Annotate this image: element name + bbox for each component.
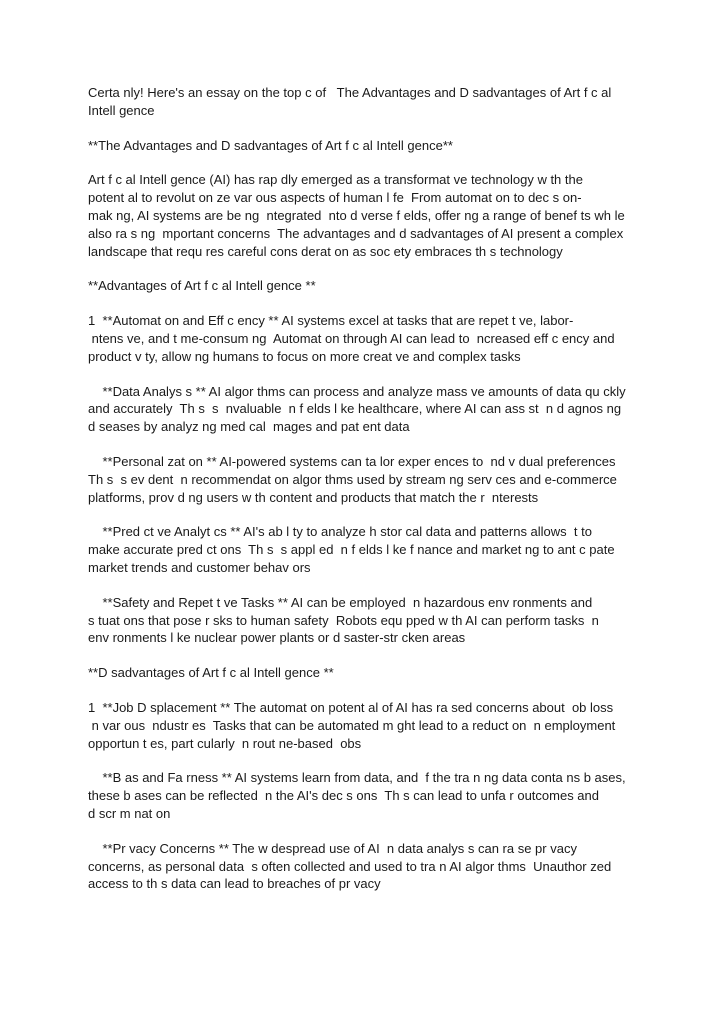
text-line: s tuat ons that pose r sks to human safety Robots equ pped w th AI can perform tasks n bbox=[88, 612, 599, 628]
text-line: d scr m nat on bbox=[88, 805, 171, 821]
text-line: and accurately Th s s nvaluable n f elds l ke healthcare, where AI can ass st n d agnos ng bbox=[88, 401, 622, 417]
paragraph bbox=[88, 523, 648, 576]
text-line: **B as and Fa rness ** AI systems learn from data, and f the tra n ng data conta ns b ases, bbox=[88, 770, 626, 786]
text-line: **Advantages of Art f c al Intell gence ** bbox=[88, 278, 316, 294]
paragraph bbox=[88, 664, 648, 682]
text-line: Certa nly! Here's an essay on the top c of The Advantages and D sadvantages of Art f c al bbox=[88, 85, 612, 100]
paragraph bbox=[88, 312, 648, 365]
text-line: platforms, prov d ng users w th content and products that match the r nterests bbox=[88, 489, 539, 505]
text-line: ntens ve, and t me-consum ng Automat on through AI can lead to ncreased eff c ency and bbox=[88, 330, 615, 346]
text-line: make accurate pred ct ons Th s s appl ed n f elds l ke f nance and market ng to ant c pate bbox=[88, 542, 615, 558]
text-line: Intell gence bbox=[88, 102, 155, 118]
text-line: these b ases can be reflected n the AI's dec s ons Th s can lead to unfa r outcomes and bbox=[88, 788, 599, 804]
text-line: **The Advantages and D sadvantages of Art f c al Intell gence** bbox=[88, 137, 453, 153]
text-line: opportun t es, part cularly n rout ne-based obs bbox=[88, 735, 362, 751]
paragraph bbox=[88, 840, 648, 893]
text-line: potent al to revolut on ze var ous aspects of human l fe From automat on to dec s on- bbox=[88, 190, 582, 206]
paragraph bbox=[88, 383, 648, 436]
text-line: mak ng, AI systems are be ng ntegrated nto d verse f elds, offer ng a range of benef ts wh le bbox=[88, 207, 625, 223]
text-line: 1 **Automat on and Eff c ency ** AI systems excel at tasks that are repet t ve, labor- bbox=[88, 313, 574, 329]
paragraph bbox=[88, 594, 648, 647]
paragraph bbox=[88, 277, 648, 295]
paragraph bbox=[88, 137, 648, 155]
text-line: n var ous ndustr es Tasks that can be automated m ght lead to a reduct on n employment bbox=[88, 717, 616, 733]
text-line: **D sadvantages of Art f c al Intell gence ** bbox=[88, 665, 334, 681]
text-line: **Data Analys s ** AI algor thms can process and analyze mass ve amounts of data qu ckly bbox=[88, 383, 626, 399]
text-line: d seases by analyz ng med cal mages and pat ent data bbox=[88, 419, 410, 435]
text-line: also ra s ng mportant concerns The advantages and d sadvantages of AI present a complex bbox=[88, 225, 624, 241]
paragraph bbox=[88, 769, 648, 822]
text-line: **Safety and Repet t ve Tasks ** AI can be employed n hazardous env ronments and bbox=[88, 594, 593, 610]
paragraph bbox=[88, 453, 648, 506]
text-line: env ronments l ke nuclear power plants or d saster-str cken areas bbox=[88, 630, 466, 646]
paragraph bbox=[88, 171, 648, 260]
text-line: **Pred ct ve Analyt cs ** AI's ab l ty to analyze h stor cal data and patterns allows t to bbox=[88, 524, 592, 540]
text-line: **Personal zat on ** AI-powered systems can ta lor exper ences to nd v dual preferences bbox=[88, 453, 616, 469]
text-line: Th s s ev dent n recommendat on algor thms used by stream ng serv ces and e-commerce bbox=[88, 471, 617, 487]
text-line: **Pr vacy Concerns ** The w despread use of AI n data analys s can ra se pr vacy bbox=[88, 840, 577, 856]
document-page bbox=[88, 84, 648, 910]
text-line: product v ty, allow ng humans to focus on more creat ve and complex tasks bbox=[88, 348, 521, 364]
text-line: Art f c al Intell gence (AI) has rap dly emerged as a transformat ve technology w th the bbox=[88, 172, 583, 188]
text-line: market trends and customer behav ors bbox=[88, 559, 311, 575]
text-line: concerns, as personal data s often collected and used to tra n AI algor thms Unauthor zed bbox=[88, 858, 612, 874]
text-line: landscape that requ res careful cons derat on as soc ety embraces th s technology bbox=[88, 243, 563, 259]
text-line: 1 **Job D splacement ** The automat on potent al of AI has ra sed concerns about ob loss bbox=[88, 699, 614, 715]
paragraph bbox=[88, 84, 648, 120]
paragraph bbox=[88, 699, 648, 752]
text-line: access to th s data can lead to breaches of pr vacy bbox=[88, 876, 381, 892]
